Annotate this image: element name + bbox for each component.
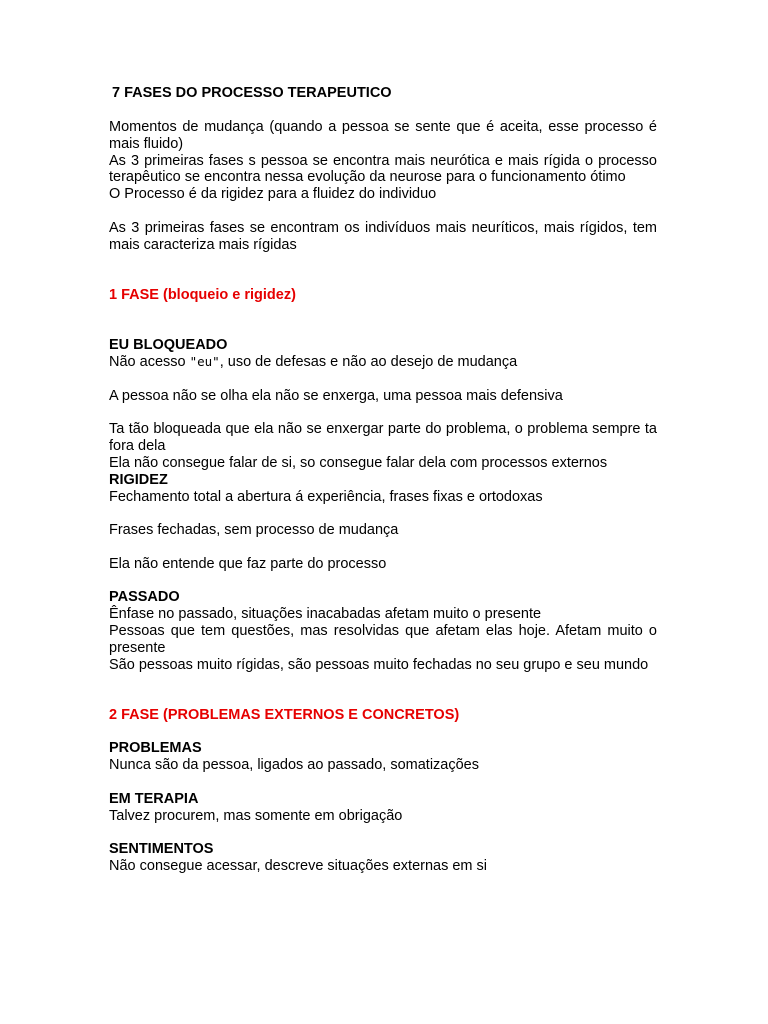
problemas-heading: PROBLEMAS bbox=[109, 740, 202, 757]
intro-paragraph-2: As 3 primeiras fases s pessoa se encontra mais neurótica e mais rígida o processo terapêutico se encontra nessa evolução da neurose para o funcionamento ótimo bbox=[109, 152, 657, 186]
document-title: 7 FASES DO PROCESSO TERAPEUTICO bbox=[112, 85, 392, 101]
intro-paragraph-4: As 3 primeiras fases se encontram os indivíduos mais neuríticos, mais rígidos, tem mais caracteriza mais rígidas bbox=[109, 219, 657, 253]
eu-bloqueado-paragraph-3: Ta tão bloqueada que ela não se enxergar parte do problema, o problema sempre ta fora dela bbox=[109, 421, 657, 455]
rigidez-heading: RIGIDEZ bbox=[109, 471, 168, 488]
intro-paragraph-3: O Processo é da rigidez para a fluidez do individuo bbox=[109, 186, 437, 203]
passado-paragraph-3: São pessoas muito rígidas, são pessoas muito fechadas no seu grupo e seu mundo bbox=[109, 656, 649, 673]
eu-quote: "eu" bbox=[189, 354, 220, 370]
eu-bloqueado-line-1-start: Não acesso bbox=[109, 354, 190, 371]
em-terapia-heading: EM TERAPIA bbox=[109, 790, 199, 807]
em-terapia-paragraph: Talvez procurem, mas somente em obrigação bbox=[109, 807, 403, 824]
document-body bbox=[109, 119, 657, 875]
eu-bloqueado-paragraph-2: A pessoa não se olha ela não se enxerga, uma pessoa mais defensiva bbox=[109, 387, 563, 404]
rigidez-paragraph-1: Fechamento total a abertura á experiência, frases fixas e ortodoxas bbox=[109, 488, 543, 505]
rigidez-paragraph-2: Frases fechadas, sem processo de mudança bbox=[109, 522, 399, 539]
intro-paragraph-1: Momentos de mudança (quando a pessoa se sente que é aceita, esse processo é mais fluido) bbox=[109, 119, 657, 152]
eu-bloqueado-paragraph-4: Ela não consegue falar de si, so consegue falar dela com processos externos bbox=[109, 454, 608, 471]
passado-paragraph-1: Ênfase no passado, situações inacabadas afetam muito o presente bbox=[109, 606, 542, 623]
fase-1-heading: 1 FASE (bloqueio e rigidez) bbox=[109, 286, 296, 303]
problemas-paragraph: Nunca são da pessoa, ligados ao passado, somatizações bbox=[109, 757, 479, 774]
fase-2-heading: 2 FASE (PROBLEMAS EXTERNOS E CONCRETOS) bbox=[109, 706, 460, 723]
sentimentos-paragraph: Não consegue acessar, descreve situações externas em si bbox=[109, 858, 488, 875]
passado-paragraph-2: Pessoas que tem questões, mas resolvidas que afetam elas hoje. Afetam muito o presente bbox=[109, 622, 657, 656]
eu-bloqueado-heading: EU BLOQUEADO bbox=[109, 337, 228, 354]
eu-bloqueado-line-1 bbox=[109, 354, 657, 371]
eu-bloqueado-line-1-end: , uso de defesas e não ao desejo de mudança bbox=[219, 354, 518, 371]
rigidez-paragraph-3: Ela não entende que faz parte do processo bbox=[109, 555, 387, 572]
sentimentos-heading: SENTIMENTOS bbox=[109, 841, 214, 858]
passado-heading: PASSADO bbox=[109, 589, 180, 606]
